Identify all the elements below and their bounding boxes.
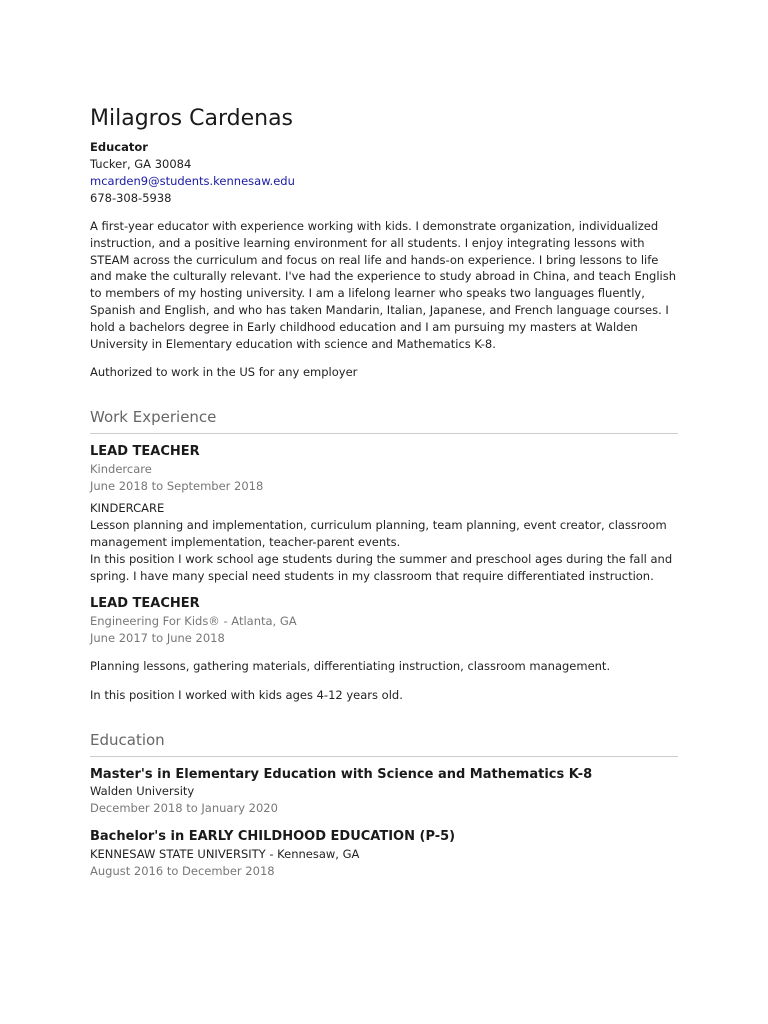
candidate-name: Milagros Cardenas bbox=[90, 106, 294, 131]
summary: A first-year educator with experience working with kids. I demonstrate organization, individualized instruction, and a positive learning environment for all students. I enjoy integrating lessons with STEAM across the curriculum and focus on real life and hands-on experience. I bring lessons to life and make the culturally relevant. I've had the experience to study abroad in China, and teach English to members of my hosting university. I am a lifelong learner who speaks two languages fluently, Spanish and English, and who has taken Mandarin, Italian, Japanese, and French language courses. I hold a bachelors degree in Early childhood education and I am pursuing my masters at Walden University in Elementary education with science and Mathematics K-8. bbox=[90, 219, 676, 351]
work-authorization: Authorized to work in the US for any employer bbox=[90, 365, 358, 379]
school-name: KENNESAW STATE UNIVERSITY - Kennesaw, GA bbox=[90, 847, 360, 861]
job-dates: June 2017 to June 2018 bbox=[90, 631, 225, 645]
location: Tucker, GA 30084 bbox=[90, 157, 192, 171]
section-divider bbox=[90, 433, 678, 434]
job-company: Kindercare bbox=[90, 462, 152, 476]
job-description: In this position I worked with kids ages 4-12 years old. bbox=[90, 688, 403, 702]
school-name: Walden University bbox=[90, 784, 195, 798]
phone: 678-308-5938 bbox=[90, 191, 172, 205]
education-heading: Education bbox=[90, 731, 165, 749]
job-title: LEAD TEACHER bbox=[90, 596, 200, 611]
job-description-heading: KINDERCARE bbox=[90, 501, 165, 515]
job-dates: June 2018 to September 2018 bbox=[90, 479, 264, 493]
job-location: - Atlanta, GA bbox=[219, 614, 297, 628]
degree-title: Master's in Elementary Education with Science and Mathematics K-8 bbox=[90, 767, 593, 782]
job-description: Planning lessons, gathering materials, differentiating instruction, classroom management. bbox=[90, 659, 611, 673]
section-divider bbox=[90, 756, 678, 757]
education-dates: August 2016 to December 2018 bbox=[90, 864, 275, 878]
degree-title: Bachelor's in EARLY CHILDHOOD EDUCATION (P-5) bbox=[90, 829, 456, 844]
job-description: Lesson planning and implementation, curriculum planning, team planning, event creator, classroom management implementation, teacher-parent events. bbox=[90, 518, 667, 549]
job-company: Engineering For Kids® bbox=[90, 614, 220, 628]
job-title: LEAD TEACHER bbox=[90, 444, 200, 459]
headline: Educator bbox=[90, 140, 148, 154]
education-dates: December 2018 to January 2020 bbox=[90, 801, 278, 815]
job-description: In this position I work school age students during the summer and preschool ages during the fall and spring. I have many special need students in my classroom that require differentiated instruction. bbox=[90, 552, 673, 583]
work-experience-heading: Work Experience bbox=[90, 408, 217, 426]
job-company-location bbox=[90, 613, 297, 630]
email-link[interactable]: mcarden9@students.kennesaw.edu bbox=[90, 174, 295, 188]
